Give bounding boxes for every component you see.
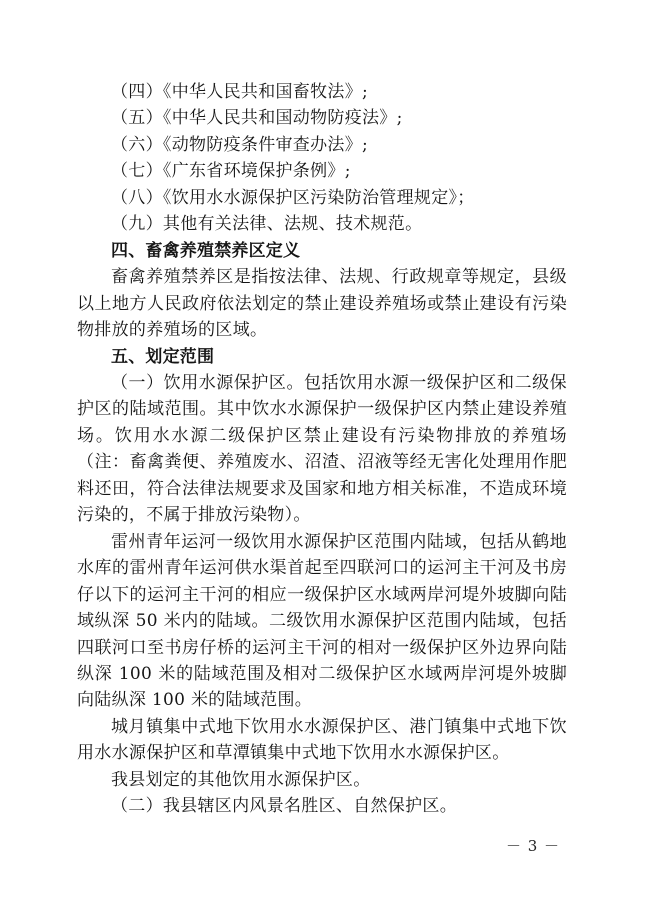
paragraph: 我县划定的其他饮用水源保护区。 — [111, 769, 371, 790]
page-number: － 3 － — [505, 837, 561, 855]
list-item: （六）《动物防疫条件审查办法》; — [111, 134, 369, 155]
list-item: （五）《中华人民共和国动物防疫法》; — [111, 108, 403, 129]
paragraph: 雷州青年运河一级饮用水源保护区范围内陆域，包括从鹤地水库的雷州青年运河供水渠首起至四联河口的运河主干河及书房仔以下的运河主干河的相应一级保护区水域两岸河堤外坡脚向陆域纵深 50 米内的陆域。二级饮用水源保护区范围内陆域，包括四联河口至书房仔桥的运河主干河的相对一级保护区外边界向陆纵深 100 米的陆域范围及相对二级保护区水域两岸河堤外坡脚向陆纵深 100 米的陆域范围。 — [77, 531, 567, 711]
section-heading: 五、划定范围 — [111, 346, 215, 367]
section-heading: 四、畜禽养殖禁养区定义 — [111, 240, 301, 261]
paragraph: （一）饮用水源保护区。包括饮用水源一级保护区和二级保护区的陆域范围。其中饮水水源保护一级保护区内禁止建设养殖场。饮用水水源二级保护区禁止建设有污染物排放的养殖场（注：畜禽粪便、养殖废水、沼渣、沼液等经无害化处理用作肥料还田，符合法律法规要求及国家和地方相关标准，不造成环境污染的，不属于排放污染物）。 — [77, 372, 567, 526]
document-body — [77, 79, 567, 820]
list-item: （九）其他有关法律、法规、技术规范。 — [111, 214, 423, 235]
paragraph: 城月镇集中式地下饮用水水源保护区、港门镇集中式地下饮用水水源保护区和草潭镇集中式地下饮用水水源保护区。 — [77, 716, 567, 764]
list-item: （七）《广东省环境保护条例》; — [111, 161, 351, 182]
list-item: （八）《饮用水水源保护区污染防治管理规定》； — [111, 187, 475, 208]
list-item: （四）《中华人民共和国畜牧法》; — [111, 82, 369, 102]
paragraph: 畜禽养殖禁养区是指按法律、法规、行政规章等规定，县级以上地方人民政府依法划定的禁止建设养殖场或禁止建设有污染物排放的养殖场的区域。 — [77, 267, 567, 341]
paragraph: （二）我县辖区内风景名胜区、自然保护区。 — [111, 796, 457, 817]
